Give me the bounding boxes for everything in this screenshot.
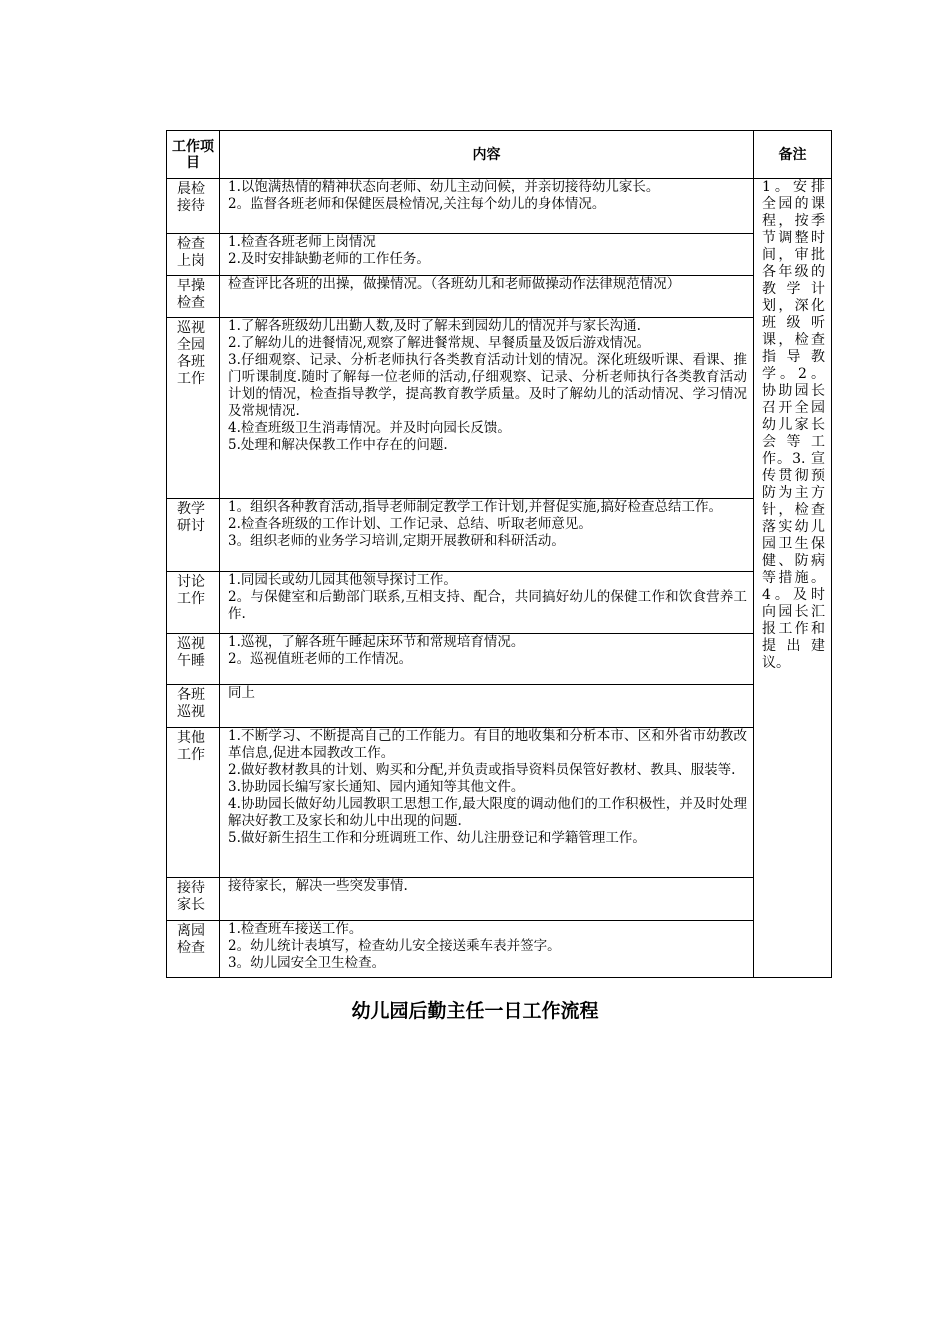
table-row	[167, 878, 832, 921]
table-body	[167, 131, 832, 978]
table-row	[167, 728, 832, 878]
row-content	[220, 572, 754, 634]
content-line: 检查评比各班的出操，做操情况。（各班幼儿和老师做操动作法律规范情况）	[228, 276, 681, 292]
content-line: 1.以饱满热情的精神状态向老师、幼儿主动问候，并亲切接待幼儿家长。	[228, 179, 660, 195]
row-item-label: 接待家长	[167, 878, 220, 921]
header-item: 工作项目	[167, 131, 220, 179]
row-item-label: 巡视午睡	[167, 634, 220, 685]
table-row	[167, 572, 832, 634]
content-line: 5.处理和解决保教工作中存在的问题.	[228, 437, 448, 453]
content-line: 2。巡视值班老师的工作情况。	[228, 651, 413, 667]
content-line: 接待家长，解决一些突发事情.	[228, 878, 408, 894]
content-line: 1.了解各班级幼儿出勤人数,及时了解未到园幼儿的情况并与家长沟通.	[228, 318, 641, 334]
row-item-label: 各班巡视	[167, 685, 220, 728]
table-row	[167, 921, 832, 978]
content-line: 1.不断学习、不断提高自己的工作能力。有目的地收集和分析本市、区和外省市幼教改革信息,促进本园教改工作。	[228, 728, 747, 761]
content-line: 3。组织老师的业务学习培训,定期开展教研和科研活动。	[228, 533, 565, 549]
content-line: 5.做好新生招生工作和分班调班工作、幼儿注册登记和学籍管理工作。	[228, 830, 646, 846]
row-item-label: 晨检接待	[167, 179, 220, 234]
content-line: 2.做好教材教具的计划、购买和分配,并负责或指导资料员保管好教材、教具、服装等.	[228, 762, 736, 778]
header-row	[167, 131, 832, 179]
content-line: 3。幼儿园安全卫生检查。	[228, 955, 386, 971]
table-row	[167, 179, 832, 234]
content-line: 2。幼儿统计表填写，检查幼儿安全接送乘车表并签字。	[228, 938, 561, 954]
content-line: 1.巡视，了解各班午睡起床环节和常规培育情况。	[228, 634, 525, 650]
content-line: 2。监督各班老师和保健医晨检情况,关注每个幼儿的身体情况。	[228, 196, 606, 212]
row-content	[220, 634, 754, 685]
row-content	[220, 921, 754, 978]
document-title: 幼儿园后勤主任一日工作流程	[351, 1000, 599, 1022]
content-line: 4.协助园长做好幼儿园教职工思想工作,最大限度的调动他们的工作积极性，并及时处理解决好教工及家长和幼儿中出现的问题.	[228, 796, 747, 829]
row-content	[220, 878, 754, 921]
note-cell: 1。安排全园的课程，按季节调整时间，审批各年级的教学计划，深化班级听课，检查指导教学。2。协助园长召开全园幼儿家长会等工作。3. 宣传贯彻预防为主方针，检查落实幼儿园卫生保健、防病等措施。4。及时向园长汇报工作和提出建议。	[754, 179, 832, 978]
row-content	[220, 685, 754, 728]
content-line: 2.检查各班级的工作计划、工作记录、总结、听取老师意见。	[228, 516, 592, 532]
row-item-label: 其他工作	[167, 728, 220, 878]
row-content	[220, 318, 754, 499]
content-line: 1.检查各班老师上岗情况	[228, 234, 376, 250]
header-content: 内容	[220, 131, 754, 179]
content-line: 同上	[228, 685, 255, 701]
content-line: 1。组织各种教育活动,指导老师制定教学工作计划,并督促实施,搞好检查总结工作。	[228, 499, 722, 515]
content-line: 2.及时安排缺勤老师的工作任务。	[228, 251, 430, 267]
row-content	[220, 499, 754, 572]
table-row	[167, 499, 832, 572]
row-content	[220, 728, 754, 878]
content-line: 3.仔细观察、记录、分析老师执行各类教育活动计划的情况。深化班级听课、看课、推门听课制度.随时了解每一位老师的活动,仔细观察、记录、分析老师执行各类教育活动计划的情况，检查指导教学，提高教育教学质量。及时了解幼儿的活动情况、学习情况及常规情况.	[228, 352, 747, 419]
content-line: 2。与保健室和后勤部门联系,互相支持、配合，共同搞好幼儿的保健工作和饮食营养工作.	[228, 589, 747, 622]
table-row	[167, 276, 832, 318]
table-row	[167, 685, 832, 728]
content-line: 1.同园长或幼儿园其他领导探讨工作。	[228, 572, 457, 588]
row-item-label: 早操检查	[167, 276, 220, 318]
content-line: 1.检查班车接送工作。	[228, 921, 363, 937]
row-content	[220, 179, 754, 234]
table-row	[167, 634, 832, 685]
work-schedule-table	[166, 130, 832, 978]
table-row	[167, 318, 832, 499]
row-item-label: 讨论工作	[167, 572, 220, 634]
row-item-label: 检查上岗	[167, 234, 220, 276]
row-item-label: 教学研讨	[167, 499, 220, 572]
row-content	[220, 276, 754, 318]
content-line: 4.检查班级卫生消毒情况。并及时向园长反馈。	[228, 420, 511, 436]
row-item-label: 巡视全园各班工作	[167, 318, 220, 499]
header-note: 备注	[754, 131, 832, 179]
table-row	[167, 234, 832, 276]
content-line: 2.了解幼儿的进餐情况,观察了解进餐常规、早餐质量及饭后游戏情况。	[228, 335, 651, 351]
row-content	[220, 234, 754, 276]
row-item-label: 离园检查	[167, 921, 220, 978]
content-line: 3.协助园长编写家长通知、园内通知等其他文件。	[228, 779, 525, 795]
